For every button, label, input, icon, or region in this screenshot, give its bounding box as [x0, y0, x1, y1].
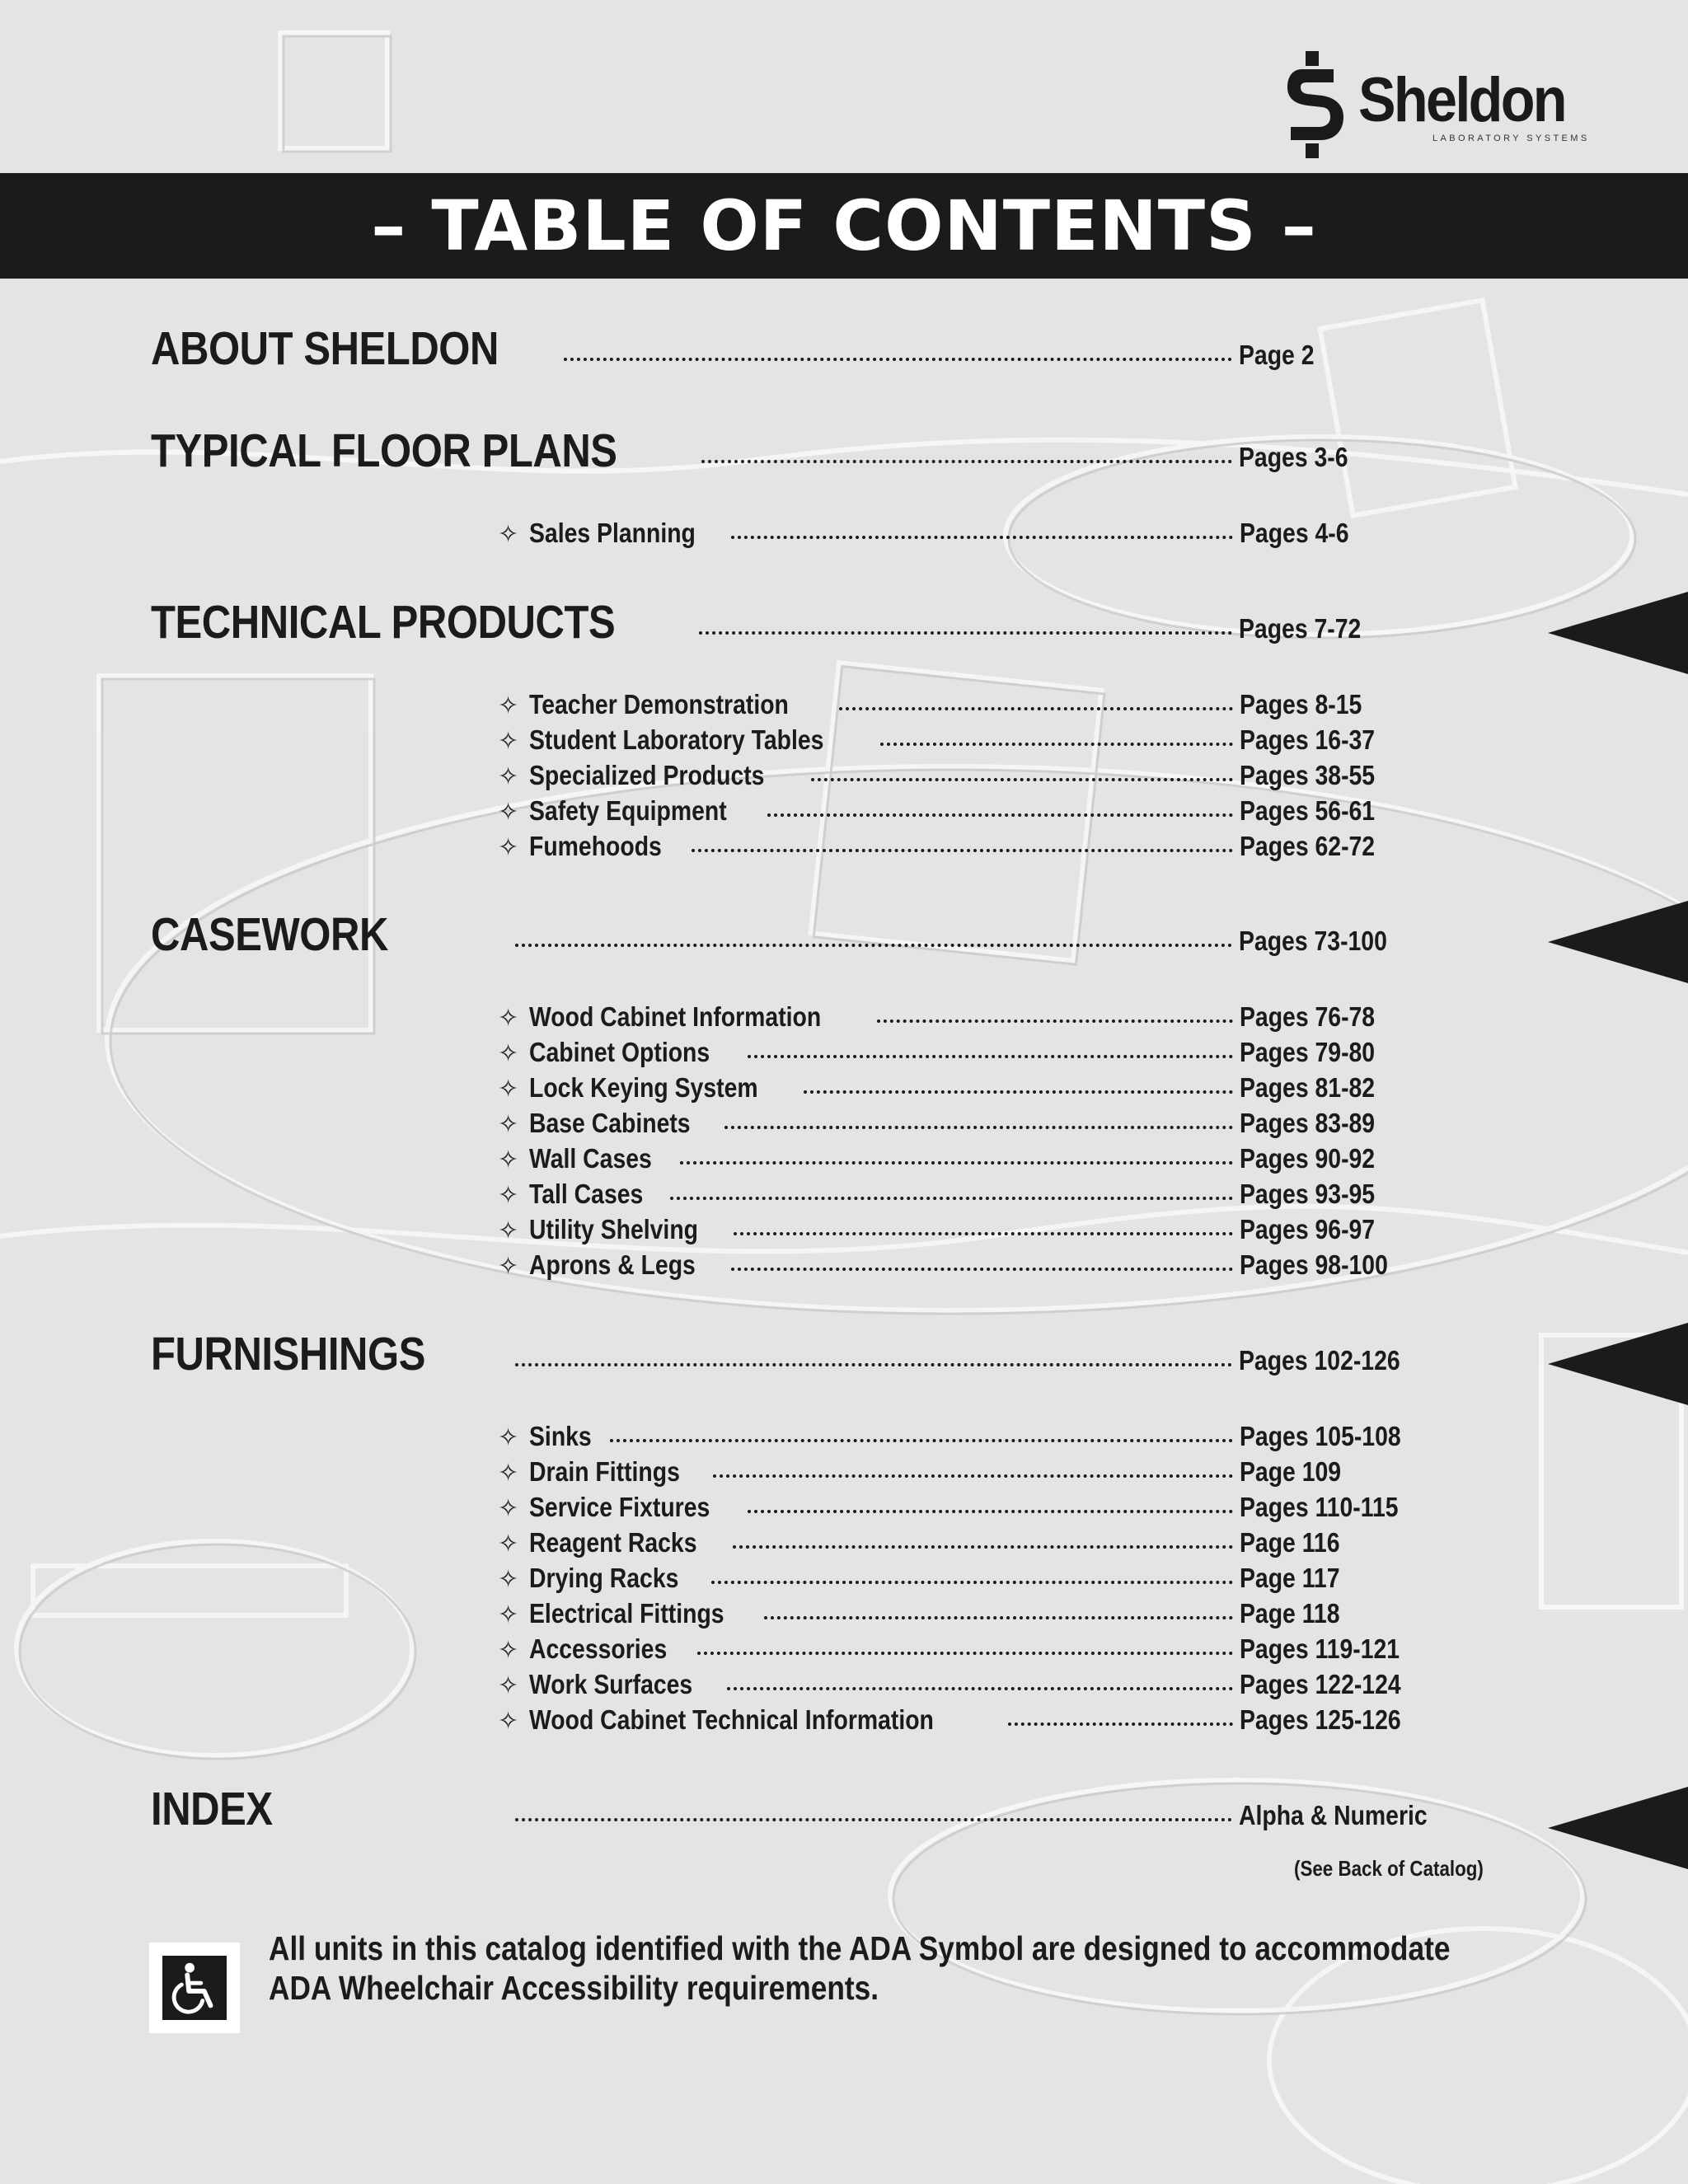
section-pages: Pages 3-6 [1239, 442, 1348, 472]
logo-wordmark: Sheldon [1358, 65, 1565, 135]
ada-symbol [149, 1943, 240, 2033]
item-title: Base Cabinets [529, 1108, 691, 1138]
leader-dots [699, 631, 1232, 635]
leader-dots [515, 944, 1232, 947]
toc-item[interactable] [498, 1492, 1437, 1523]
item-title: Accessories [529, 1633, 668, 1664]
leader-dots [731, 1268, 1233, 1271]
leader-dots [680, 1161, 1233, 1165]
item-pages: Pages 8-15 [1240, 689, 1362, 719]
leader-dots [839, 707, 1233, 710]
item-title: Utility Shelving [529, 1214, 699, 1244]
leader-dots [697, 1652, 1233, 1655]
diamond-bullet-icon: ✧ [498, 1530, 519, 1558]
item-title: Wall Cases [529, 1143, 652, 1174]
leader-dots [692, 849, 1233, 852]
item-pages: Pages 79-80 [1240, 1037, 1376, 1067]
diamond-bullet-icon: ✧ [498, 1460, 519, 1487]
toc-item[interactable] [498, 518, 1437, 549]
toc-item[interactable] [498, 1214, 1437, 1245]
leader-dots [515, 1818, 1232, 1821]
diamond-bullet-icon: ✧ [498, 834, 519, 861]
item-title: Reagent Racks [529, 1527, 697, 1558]
diamond-bullet-icon: ✧ [498, 728, 519, 755]
ada-note [269, 1929, 1451, 2008]
leader-dots [711, 1581, 1233, 1584]
item-pages: Pages 81-82 [1240, 1072, 1376, 1103]
toc-section-floor-plans[interactable] [151, 424, 1437, 478]
section-pages: Page 2 [1239, 340, 1315, 370]
diamond-bullet-icon: ✧ [498, 763, 519, 790]
section-pages: Alpha & Numeric [1239, 1800, 1428, 1830]
toc-section-technical-products[interactable] [151, 595, 1437, 649]
index-note: (See Back of Catalog) [1294, 1856, 1484, 1881]
diamond-bullet-icon: ✧ [498, 1601, 519, 1629]
toc-item[interactable] [498, 1179, 1437, 1210]
item-pages: Pages 119-121 [1240, 1633, 1400, 1664]
toc-item[interactable] [498, 1527, 1437, 1558]
page-title: – TABLE OF CONTENTS – [371, 185, 1317, 266]
section-pages: Pages 73-100 [1239, 926, 1387, 956]
item-title: Fumehoods [529, 831, 662, 861]
diamond-bullet-icon: ✧ [498, 1076, 519, 1103]
item-title: Safety Equipment [529, 795, 727, 826]
leader-dots [804, 1090, 1233, 1094]
item-pages: Pages 98-100 [1240, 1249, 1388, 1280]
item-title: Drying Racks [529, 1563, 679, 1593]
diamond-bullet-icon: ✧ [498, 1637, 519, 1664]
leader-dots [731, 536, 1233, 539]
leader-dots [748, 1055, 1233, 1058]
diamond-bullet-icon: ✧ [498, 799, 519, 826]
item-pages: Pages 4-6 [1240, 518, 1349, 548]
diamond-bullet-icon: ✧ [498, 1566, 519, 1593]
toc-item[interactable] [498, 1633, 1437, 1665]
item-title: Service Fixtures [529, 1492, 710, 1522]
leader-dots [1008, 1722, 1233, 1726]
ada-note-line: ADA Wheelchair Accessibility requirements. [269, 1969, 879, 2007]
leader-dots [724, 1126, 1233, 1129]
toc-item[interactable] [498, 689, 1437, 720]
toc-item[interactable] [498, 1598, 1437, 1629]
item-title: Lock Keying System [529, 1072, 758, 1103]
ada-note-line: All units in this catalog identified with the ADA Symbol are designed to accommodate [269, 1929, 1451, 1967]
toc-item[interactable] [498, 1456, 1437, 1488]
item-title: Wood Cabinet Information [529, 1001, 822, 1032]
diamond-bullet-icon: ✧ [498, 1005, 519, 1032]
item-title: Work Surfaces [529, 1669, 693, 1699]
item-pages: Pages 122-124 [1240, 1669, 1401, 1699]
diamond-bullet-icon: ✧ [498, 1672, 519, 1699]
item-title: Wood Cabinet Technical Information [529, 1704, 934, 1735]
item-pages: Pages 96-97 [1240, 1214, 1376, 1244]
section-pages: Pages 102-126 [1239, 1345, 1400, 1376]
toc-item[interactable] [498, 795, 1437, 827]
diamond-bullet-icon: ✧ [498, 1495, 519, 1522]
toc-section-furnishings[interactable] [151, 1327, 1437, 1381]
toc-item[interactable] [498, 1421, 1437, 1452]
item-pages: Page 109 [1240, 1456, 1342, 1487]
leader-dots [748, 1510, 1233, 1513]
section-pages: Pages 7-72 [1239, 613, 1362, 644]
diamond-bullet-icon: ✧ [498, 521, 519, 548]
leader-dots [610, 1439, 1233, 1442]
section-title: TECHNICAL PRODUCTS [151, 596, 616, 649]
leader-dots [515, 1363, 1232, 1366]
item-pages: Page 116 [1240, 1527, 1340, 1558]
item-pages: Pages 125-126 [1240, 1704, 1401, 1735]
item-title: Drain Fittings [529, 1456, 680, 1487]
item-title: Tall Cases [529, 1179, 644, 1209]
item-title: Cabinet Options [529, 1037, 710, 1067]
item-title: Sinks [529, 1421, 592, 1451]
toc-item[interactable] [498, 1072, 1437, 1104]
leader-dots [733, 1545, 1233, 1549]
section-title: CASEWORK [151, 908, 388, 961]
item-pages: Pages 93-95 [1240, 1179, 1376, 1209]
item-title: Sales Planning [529, 518, 696, 548]
toc-section-index[interactable] [151, 1782, 1437, 1836]
wheelchair-icon [162, 1956, 227, 2020]
leader-dots [564, 358, 1232, 361]
item-title: Student Laboratory Tables [529, 724, 824, 755]
leader-dots [670, 1197, 1233, 1200]
item-pages: Pages 62-72 [1240, 831, 1376, 861]
toc-item[interactable] [498, 1249, 1437, 1281]
item-title: Specialized Products [529, 760, 765, 790]
toc-item[interactable] [498, 1143, 1437, 1174]
item-pages: Pages 56-61 [1240, 795, 1376, 826]
diamond-bullet-icon: ✧ [498, 1424, 519, 1451]
leader-dots [764, 1616, 1233, 1619]
toc-item[interactable] [498, 1001, 1437, 1033]
item-title: Teacher Demonstration [529, 689, 789, 719]
item-pages: Pages 110-115 [1240, 1492, 1399, 1522]
diamond-bullet-icon: ✧ [498, 1040, 519, 1067]
leader-dots [767, 813, 1233, 817]
item-pages: Pages 105-108 [1240, 1421, 1401, 1451]
toc-item[interactable] [498, 1669, 1437, 1700]
item-pages: Pages 83-89 [1240, 1108, 1376, 1138]
leader-dots [734, 1232, 1233, 1235]
item-pages: Pages 90-92 [1240, 1143, 1376, 1174]
item-pages: Pages 38-55 [1240, 760, 1376, 790]
diamond-bullet-icon: ✧ [498, 1217, 519, 1244]
section-title: INDEX [151, 1783, 273, 1835]
leader-dots [877, 1019, 1233, 1023]
toc-item[interactable] [498, 1704, 1437, 1736]
item-title: Aprons & Legs [529, 1249, 696, 1280]
section-title: TYPICAL FLOOR PLANS [151, 424, 617, 477]
leader-dots [880, 743, 1233, 746]
diamond-bullet-icon: ✧ [498, 692, 519, 719]
diamond-bullet-icon: ✧ [498, 1708, 519, 1735]
item-pages: Pages 76-78 [1240, 1001, 1376, 1032]
item-pages: Page 117 [1240, 1563, 1340, 1593]
leader-dots [701, 460, 1232, 463]
toc-item[interactable] [498, 1563, 1437, 1594]
diamond-bullet-icon: ✧ [498, 1253, 519, 1280]
toc-section-casework[interactable] [151, 907, 1437, 962]
toc-item[interactable] [498, 724, 1437, 756]
diamond-bullet-icon: ✧ [498, 1146, 519, 1174]
item-pages: Page 118 [1240, 1598, 1340, 1629]
diamond-bullet-icon: ✧ [498, 1111, 519, 1138]
item-pages: Pages 16-37 [1240, 724, 1376, 755]
toc-item[interactable] [498, 831, 1437, 862]
item-title: Electrical Fittings [529, 1598, 724, 1629]
section-title: ABOUT SHELDON [151, 322, 499, 375]
toc-item[interactable] [498, 1108, 1437, 1139]
toc-item[interactable] [498, 760, 1437, 791]
section-title: FURNISHINGS [151, 1328, 425, 1380]
toc-item[interactable] [498, 1037, 1437, 1068]
leader-dots [727, 1687, 1233, 1690]
leader-dots [713, 1474, 1233, 1478]
diamond-bullet-icon: ✧ [498, 1182, 519, 1209]
toc-section-about[interactable] [151, 321, 1437, 376]
leader-dots [811, 778, 1233, 781]
logo-tagline: LABORATORY SYSTEMS [1432, 134, 1590, 143]
